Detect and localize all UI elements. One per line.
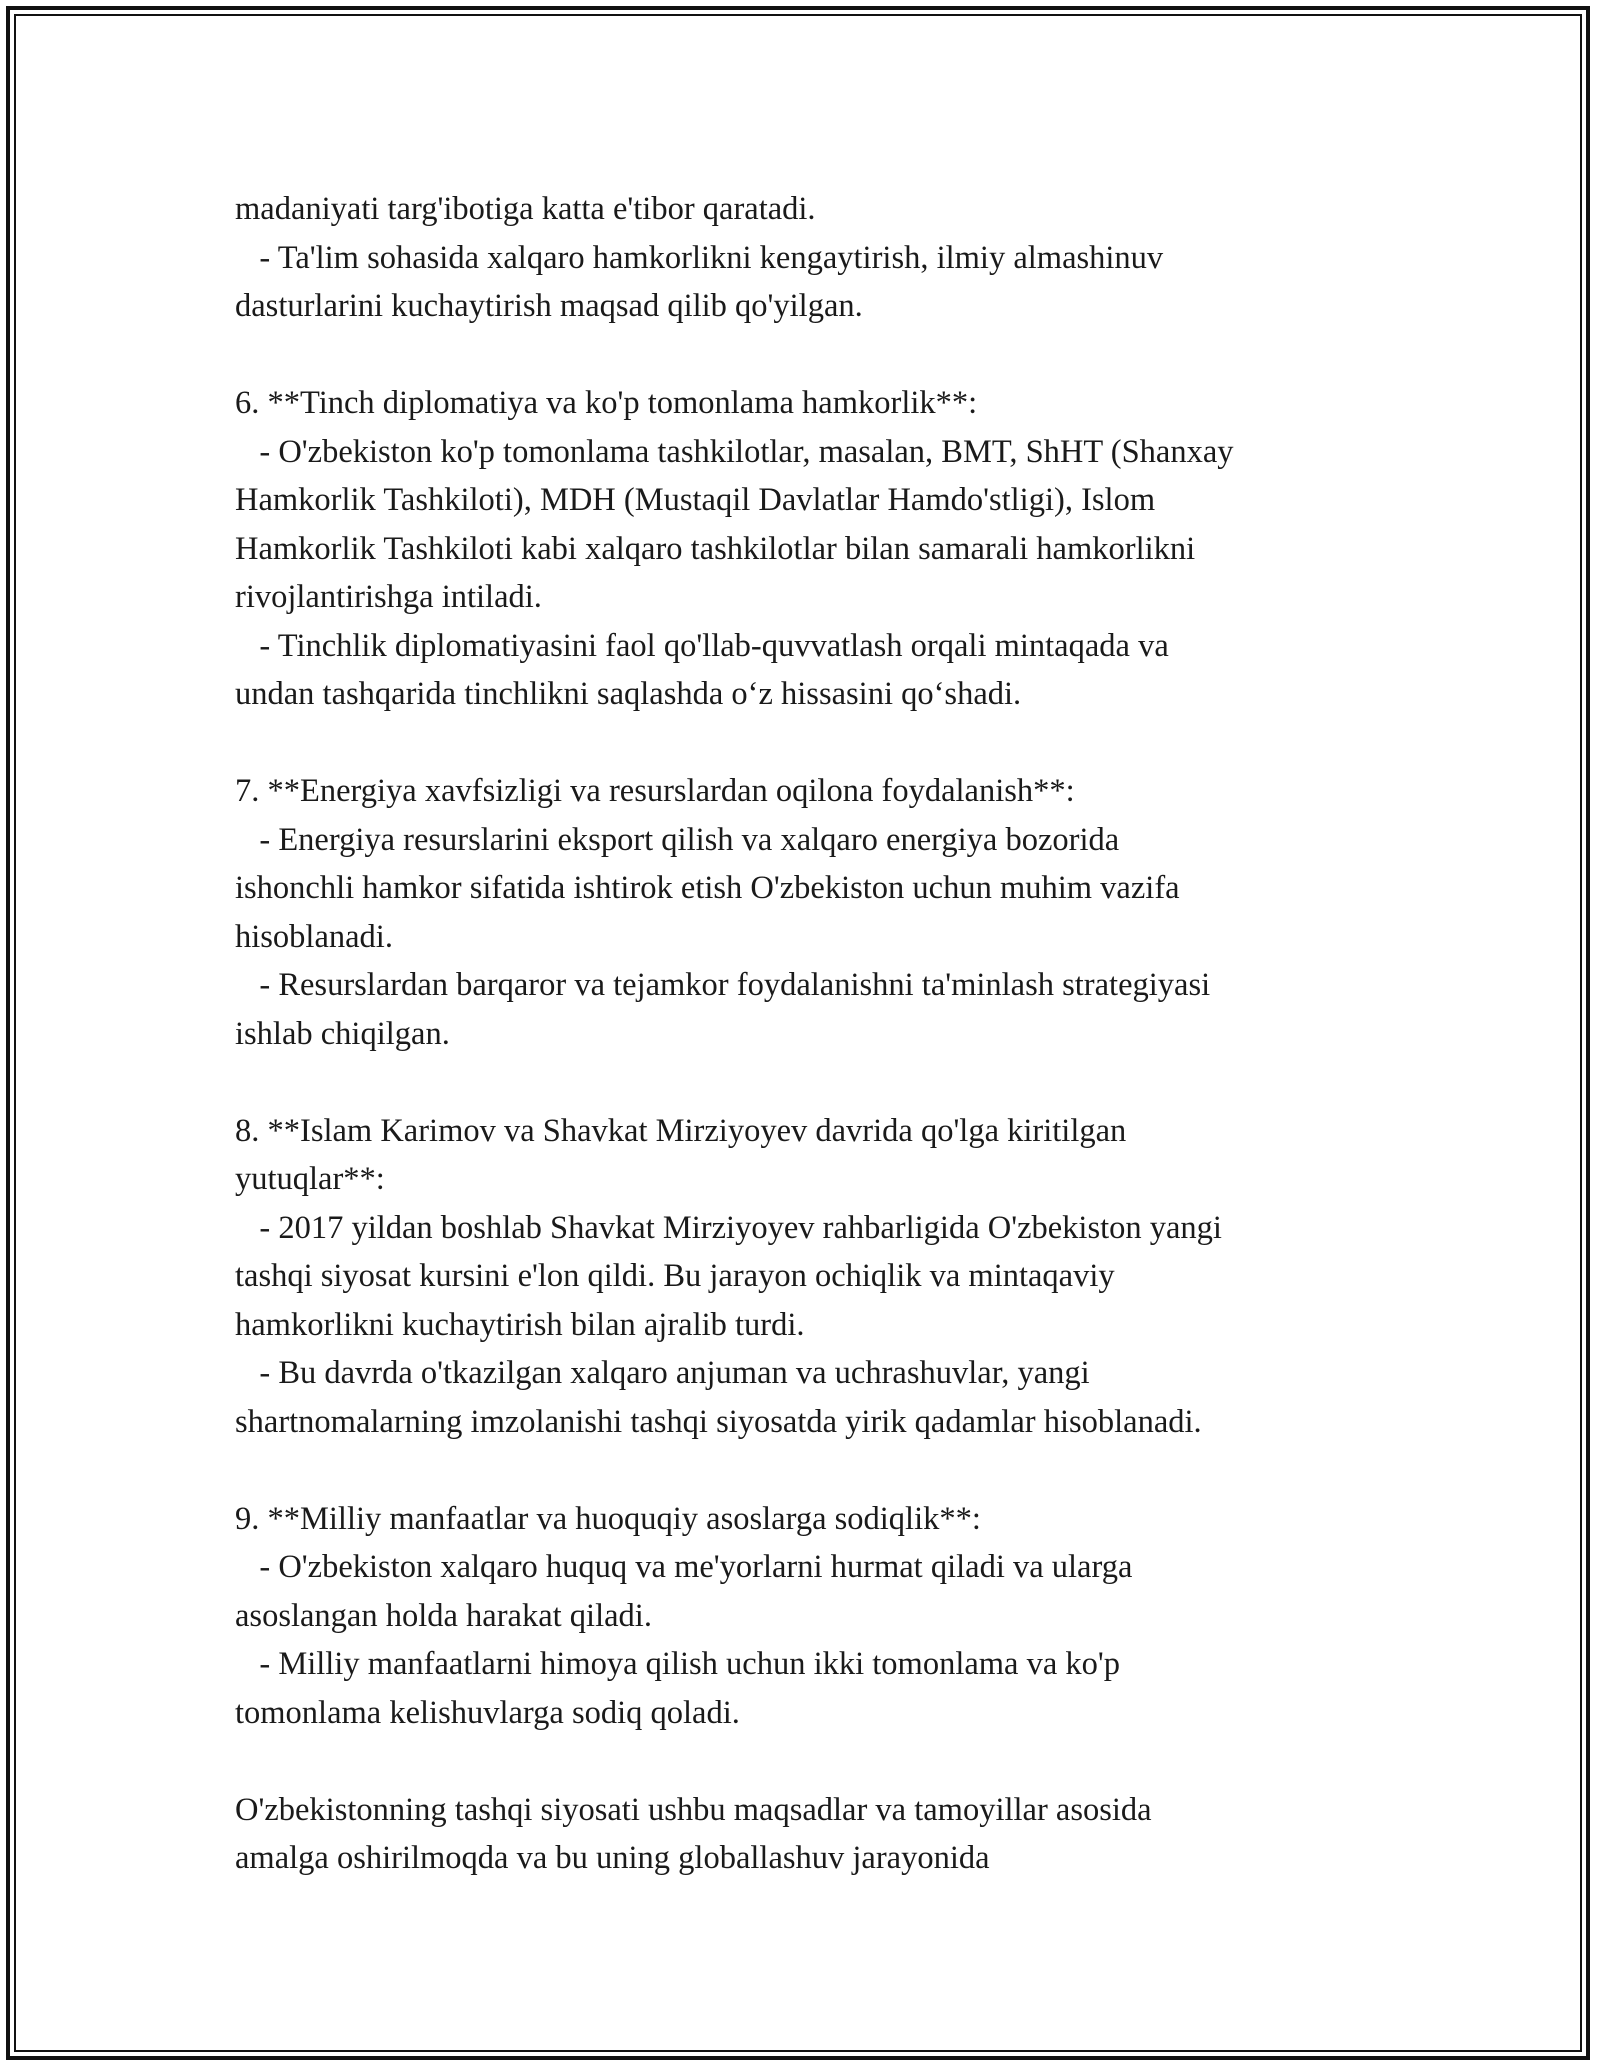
text-line: dasturlarini kuchaytirish maqsad qilib qo'yilgan.: [235, 288, 863, 324]
text-line: - 2017 yildan boshlab Shavkat Mirziyoyev rahbarligida O'zbekiston yangi: [235, 1209, 1222, 1246]
text-line: - Ta'lim sohasida xalqaro hamkorlikni kengaytirish, ilmiy almashinuv: [235, 239, 1164, 276]
text-line: ishlab chiqilgan.: [235, 1015, 450, 1052]
text-line: undan tashqarida tinchlikni saqlashda oʻz hissasini qoʻshadi.: [235, 676, 1022, 712]
text-line: - O'zbekiston xalqaro huquq va me'yorlarni hurmat qiladi va ularga: [235, 1549, 1133, 1585]
paragraph-gap: [235, 1058, 1395, 1107]
text-line: Hamkorlik Tashkiloti), MDH (Mustaqil Davlatlar Hamdo'stligi), Islom: [235, 482, 1156, 518]
text-line: - O'zbekiston ko'p tomonlama tashkilotlar, masalan, BMT, ShHT (Shanxay: [235, 433, 1234, 470]
text-line: O'zbekistonning tashqi siyosati ushbu maqsadlar va tamoyillar asosida: [235, 1791, 1152, 1828]
text-line: hamkorlikni kuchaytirish bilan ajralib turdi.: [235, 1306, 805, 1343]
text-line: yutuqlar**:: [235, 1161, 385, 1197]
text-line: ishonchli hamkor sifatida ishtirok etish O'zbekiston uchun muhim vazifa: [235, 870, 1180, 906]
text-line: amalga oshirilmoqda va bu uning globallashuv jarayonida: [235, 1840, 990, 1876]
text-line: - Bu davrda o'tkazilgan xalqaro anjuman va uchrashuvlar, yangi: [235, 1355, 1090, 1391]
paragraph-gap: [235, 719, 1395, 768]
text-line: hisoblanadi.: [235, 918, 393, 955]
text-line: tomonlama kelishuvlarga sodiq qoladi.: [235, 1694, 740, 1731]
text-line: shartnomalarning imzolanishi tashqi siyosatda yirik qadamlar hisoblanadi.: [235, 1403, 1202, 1440]
text-line: madaniyati targ'ibotiga katta e'tibor qaratadi.: [235, 191, 816, 227]
text-line: - Energiya resurslarini eksport qilish va xalqaro energiya bozorida: [235, 821, 1120, 858]
paragraph-gap: [235, 1446, 1395, 1495]
paragraph-gap: [235, 331, 1395, 380]
text-line: - Milliy manfaatlarni himoya qilish uchun ikki tomonlama va ko'p: [235, 1646, 1121, 1682]
text-line: - Tinchlik diplomatiyasini faol qo'llab-quvvatlash orqali mintaqada va: [235, 627, 1169, 664]
text-line: - Resurslardan barqaror va tejamkor foydalanishni ta'minlash strategiyasi: [235, 967, 1211, 1003]
text-line: asoslangan holda harakat qiladi.: [235, 1597, 652, 1634]
text-line: 7. **Energiya xavfsizligi va resurslardan oqilona foydalanish**:: [235, 773, 1075, 809]
text-line: Hamkorlik Tashkiloti kabi xalqaro tashkilotlar bilan samarali hamkorlikni: [235, 530, 1196, 567]
text-line: tashqi siyosat kursini e'lon qildi. Bu jarayon ochiqlik va mintaqaviy: [235, 1258, 1115, 1294]
text-line: 9. **Milliy manfaatlar va huoquqiy asoslarga sodiqlik**:: [235, 1500, 981, 1537]
text-line: 6. **Tinch diplomatiya va ko'p tomonlama hamkorlik**:: [235, 385, 978, 421]
text-line: 8. **Islam Karimov va Shavkat Mirziyoyev davrida qo'lga kiritilgan: [235, 1112, 1127, 1149]
paragraph-gap: [235, 1737, 1395, 1786]
document-body: [235, 185, 1395, 1883]
text-line: rivojlantirishga intiladi.: [235, 579, 542, 615]
